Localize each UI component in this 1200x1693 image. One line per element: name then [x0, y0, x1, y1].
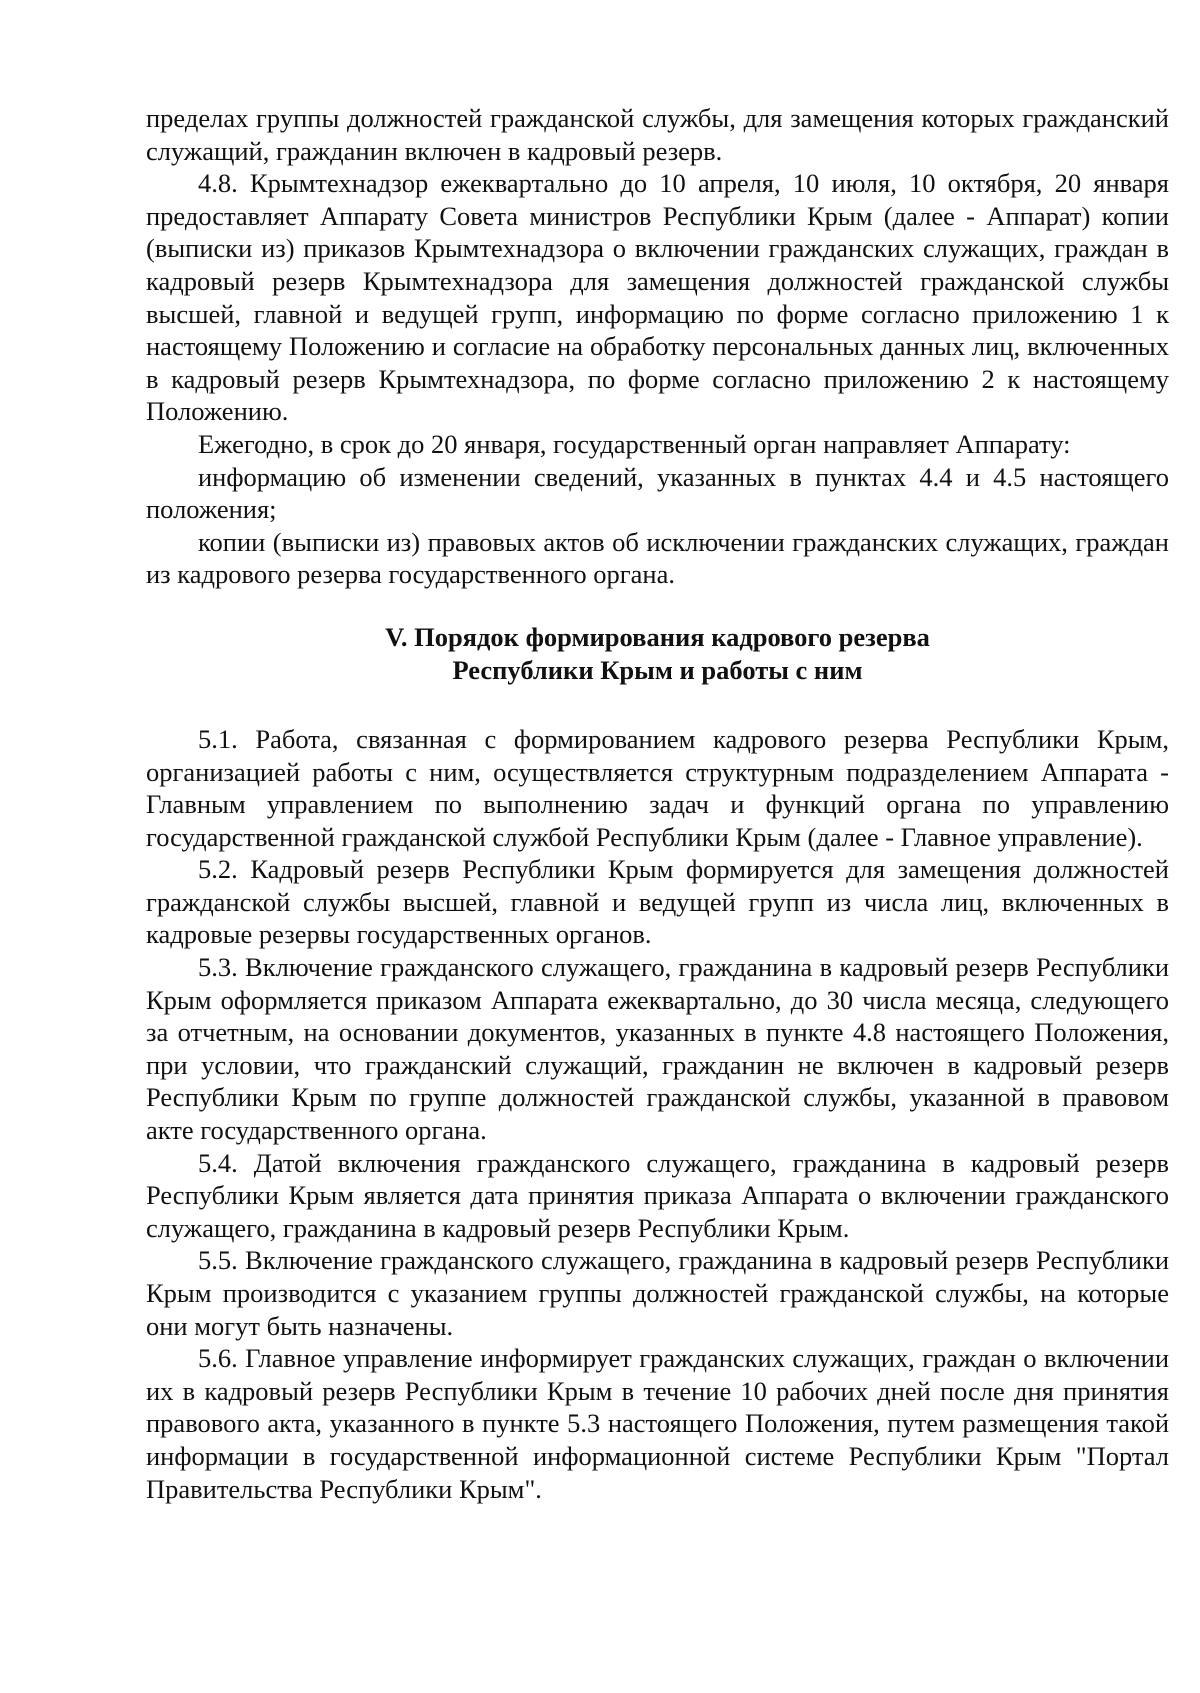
document-page: [146, 102, 1169, 1505]
paragraph-annual: Ежегодно, в срок до 20 января, государственный орган направляет Аппарату:: [198, 428, 1071, 459]
paragraph-copies: копии (выписки из) правовых актов об исключении гражданских служащих, граждан из кадрового резерва государственного органа.: [146, 526, 1169, 590]
paragraph-5-4: 5.4. Датой включения гражданского служащего, гражданина в кадровый резерв Республики Крым является дата принятия приказа Аппарата о включении гражданского служащего, гражданина в кадровый резерв Республики Крым.: [146, 1147, 1169, 1243]
paragraph-5-5: 5.5. Включение гражданского служащего, гражданина в кадровый резерв Республики Крым производится с указанием группы должностей гражданской службы, на которые они могут быть назначены.: [146, 1245, 1169, 1341]
paragraph-5-2: 5.2. Кадровый резерв Республики Крым формируется для замещения должностей гражданской службы высшей, главной и ведущей групп из числа лиц, включенных в кадровые резервы государственных органов.: [146, 854, 1169, 950]
paragraph-info-changes: информацию об изменении сведений, указанных в пунктах 4.4 и 4.5 настоящего положения;: [146, 461, 1169, 525]
paragraph-5-6: 5.6. Главное управление информирует гражданских служащих, граждан о включении их в кадровый резерв Республики Крым в течение 10 рабочих дней после дня принятия правового акта, указанного в пункте 5.3 настоящего Положения, путем размещения такой информации в государственной информационной системе Республики Крым "Портал Правительства Республики Крым".: [146, 1343, 1169, 1504]
section-heading: [146, 621, 1169, 687]
paragraph-continuation: пределах группы должностей гражданской службы, для замещения которых гражданский служащий, гражданин включен в кадровый резерв.: [146, 103, 1169, 166]
paragraph-5-1: 5.1. Работа, связанная с формированием кадрового резерва Республики Крым, организацией работы с ним, осуществляется структурным подразделением Аппарата - Главным управлением по выполнению задач и функций органа по управлению государственной гражданской службой Республики Крым (далее - Главное управление).: [146, 723, 1169, 852]
section-heading-line-1: V. Порядок формирования кадрового резерва: [385, 621, 930, 652]
section-heading-line-2: Республики Крым и работы с ним: [452, 654, 863, 685]
paragraph-5-3: 5.3. Включение гражданского служащего, гражданина в кадровый резерв Республики Крым оформляется приказом Аппарата ежеквартально, до 30 числа месяца, следующего за отчетным, на основании документов, указанных в пункте 4.8 настоящего Положения, при условии, что гражданский служащий, гражданин не включен в кадровый резерв Республики Крым по группе должностей гражданской службы, указанной в правовом акте государственного органа.: [146, 952, 1169, 1146]
paragraph-4-8: 4.8. Крымтехнадзор ежеквартально до 10 апреля, 10 июля, 10 октября, 20 января предоставляет Аппарату Совета министров Республики Крым (далее - Аппарат) копии (выписки из) приказов Крымтехнадзора о включении гражданских служащих, граждан в кадровый резерв Крымтехнадзора для замещения должностей гражданской службы высшей, главной и ведущей групп, информацию по форме согласно приложению 1 к настоящему Положению и согласие на обработку персональных данных лиц, включенных в кадровый резерв Крымтехнадзора, по форме согласно приложению 2 к настоящему Положению.: [146, 168, 1169, 427]
